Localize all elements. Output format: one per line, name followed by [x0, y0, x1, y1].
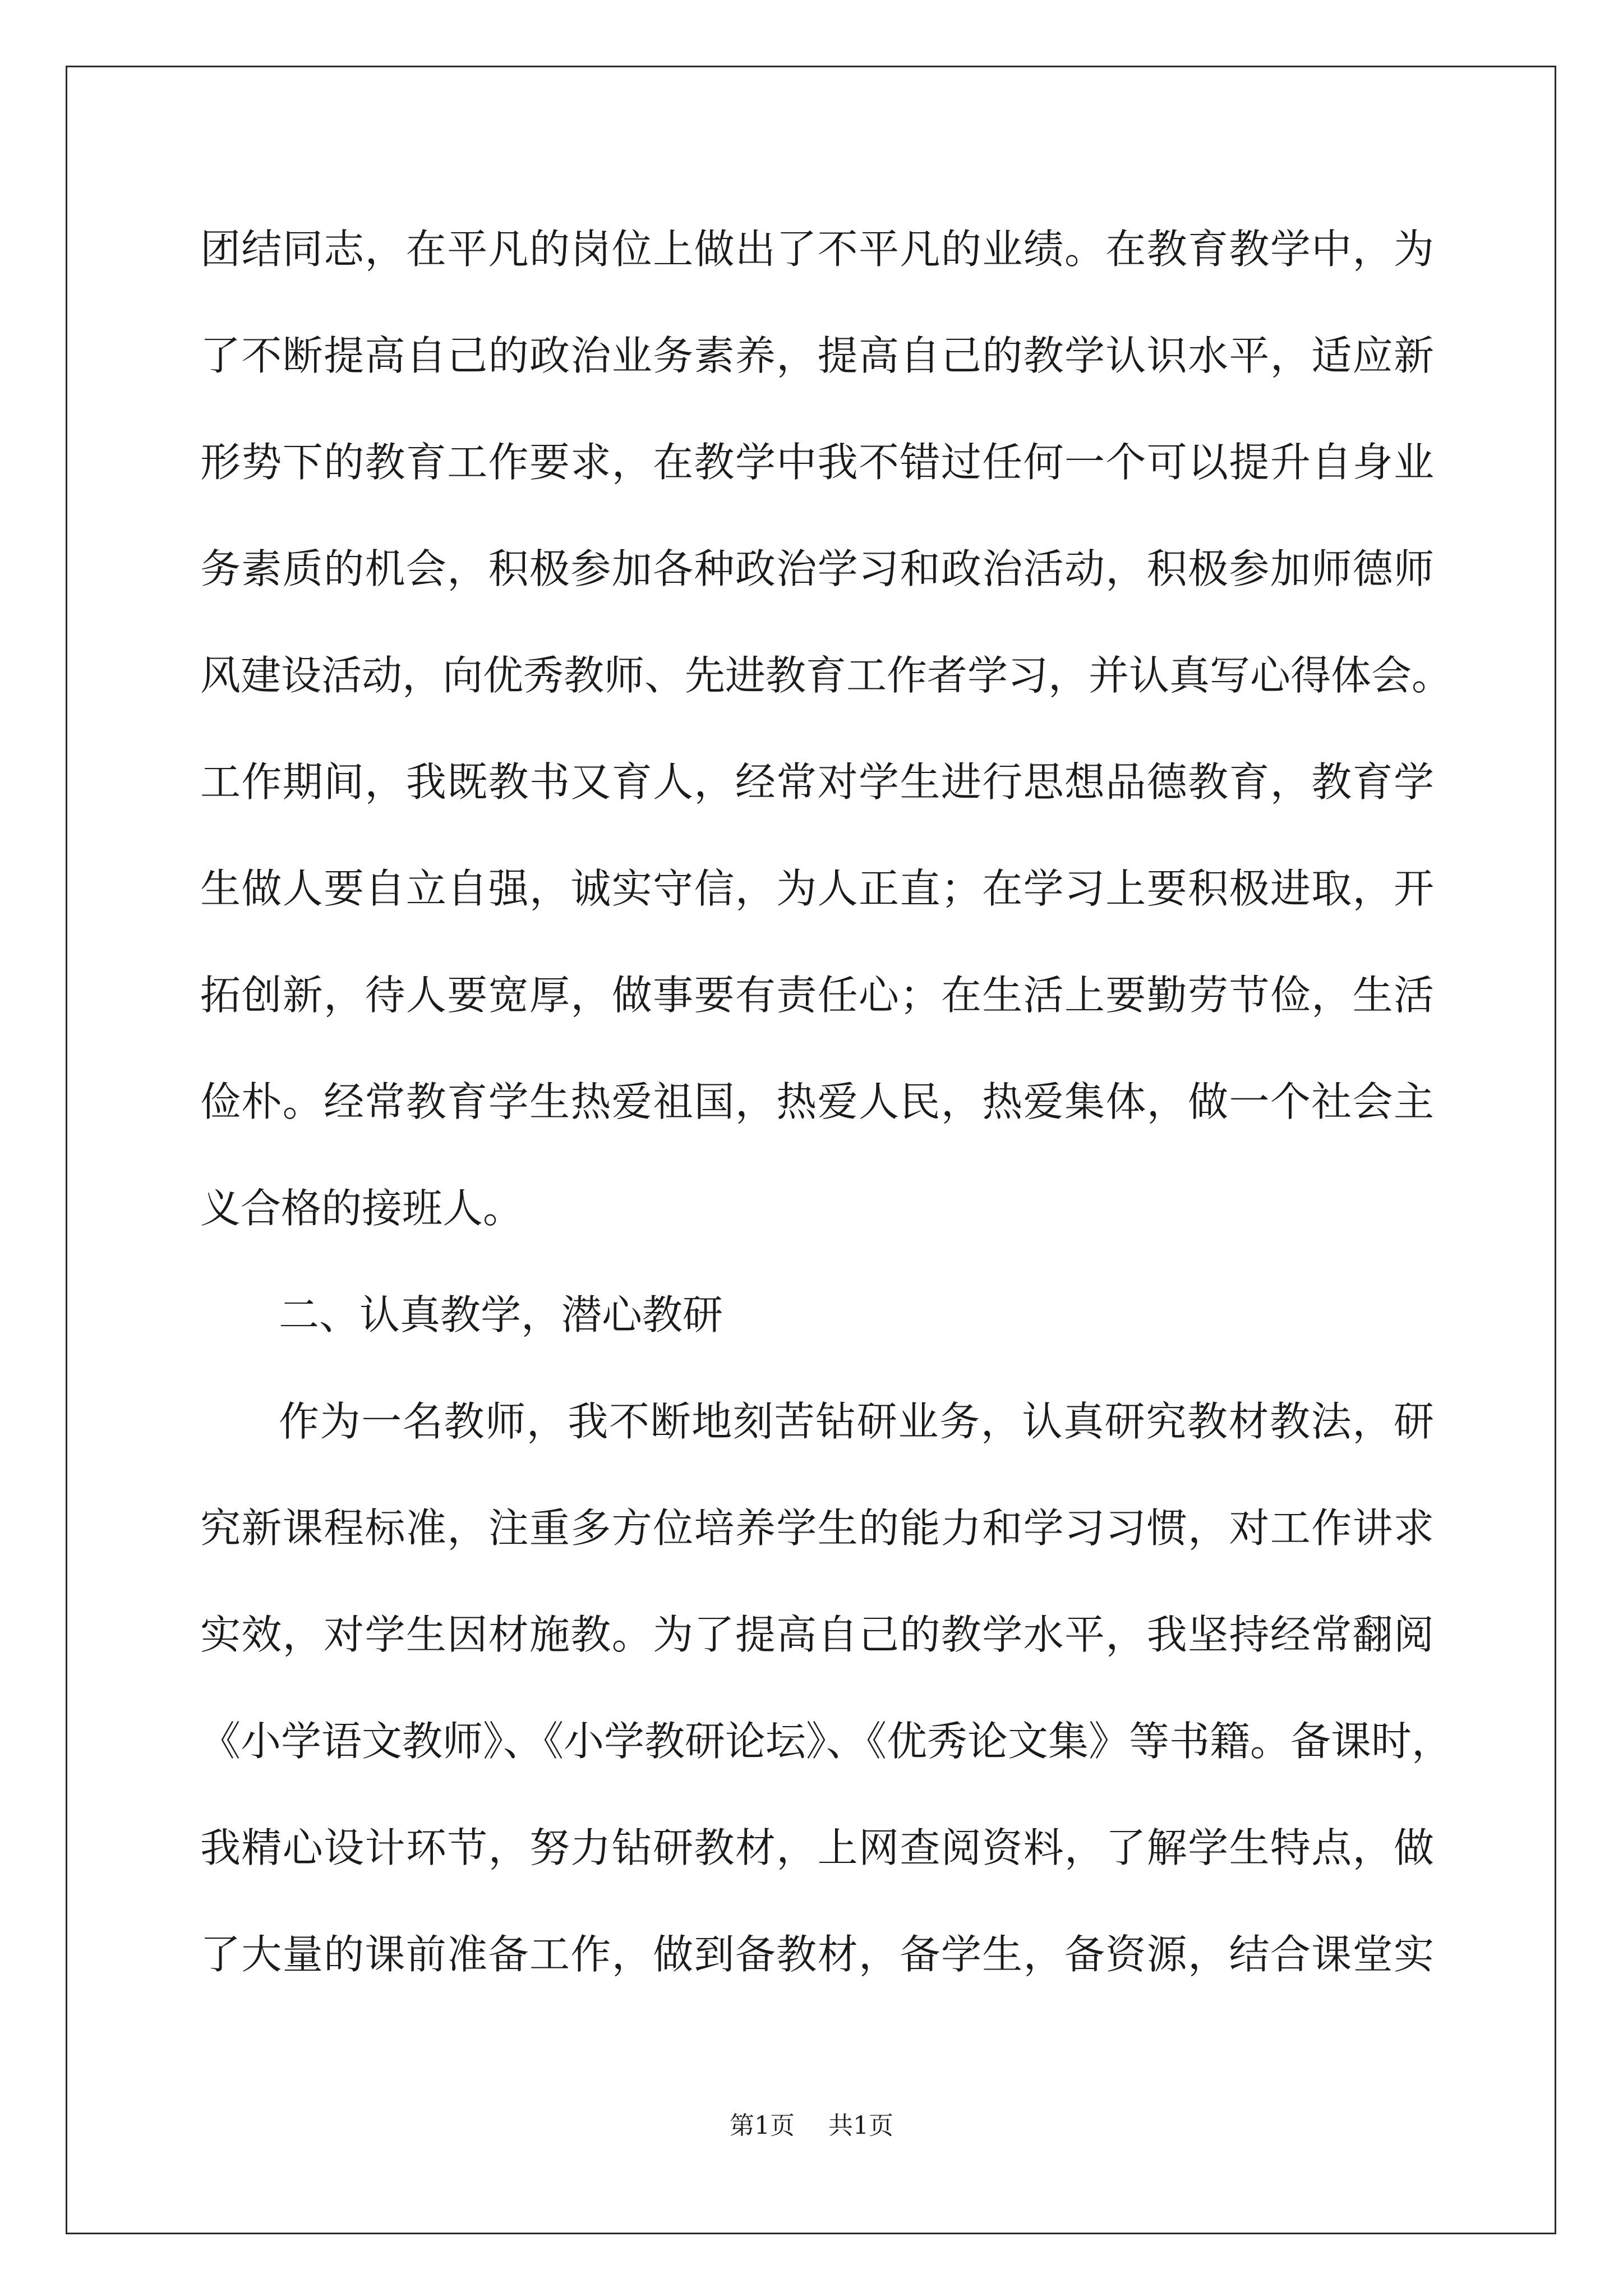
- body-line: 了大量的课前准备工作，做到备教材，备学生，备资源，结合课堂实: [200, 1931, 1434, 1978]
- body-line: 工作期间，我既教书又育人，经常对学生进行思想品德教育，教育学: [200, 758, 1434, 806]
- body-line: 生做人要自立自强，诚实守信，为人正直；在学习上要积极进取，开: [200, 865, 1434, 912]
- body-line: 义合格的接班人。: [200, 1185, 524, 1232]
- page-footer: [0, 2109, 1623, 2143]
- body-line: 团结同志，在平凡的岗位上做出了不平凡的业绩。在教育教学中，为: [200, 226, 1434, 273]
- body-line: 了不断提高自己的政治业务素养，提高自己的教学认识水平，适应新: [200, 332, 1434, 379]
- body-line: 务素质的机会，积极参加各种政治学习和政治活动，积极参加师德师: [200, 545, 1434, 592]
- page-total: 共1页: [828, 2111, 893, 2140]
- body-line: 实效，对学生因材施教。为了提高自己的教学水平，我坚持经常翻阅: [200, 1611, 1434, 1658]
- section-heading: 二、认真教学，潜心教研: [279, 1291, 723, 1338]
- body-line: 我精心设计环节，努力钻研教材，上网查阅资料，了解学生特点，做: [200, 1824, 1434, 1871]
- body-line: 《小学语文教师》、《小学教研论坛》、《优秀论文集》等书籍。备课时，: [200, 1718, 1453, 1765]
- page-number: 第1页: [730, 2111, 795, 2140]
- body-line: 风建设活动，向优秀教师、先进教育工作者学习，并认真写心得体会。: [200, 652, 1453, 699]
- body-line: 作为一名教师，我不断地刻苦钻研业务，认真研究教材教法，研: [279, 1398, 1434, 1445]
- body-line: 究新课程标准，注重多方位培养学生的能力和学习习惯，对工作讲求: [200, 1504, 1434, 1552]
- body-line: 俭朴。经常教育学生热爱祖国，热爱人民，热爱集体，做一个社会主: [200, 1078, 1434, 1125]
- body-line: 拓创新，待人要宽厚，做事要有责任心；在生活上要勤劳节俭，生活: [200, 972, 1434, 1019]
- page-border: [66, 66, 1556, 2234]
- body-line: 形势下的教育工作要求，在教学中我不错过任何一个可以提升自身业: [200, 439, 1434, 486]
